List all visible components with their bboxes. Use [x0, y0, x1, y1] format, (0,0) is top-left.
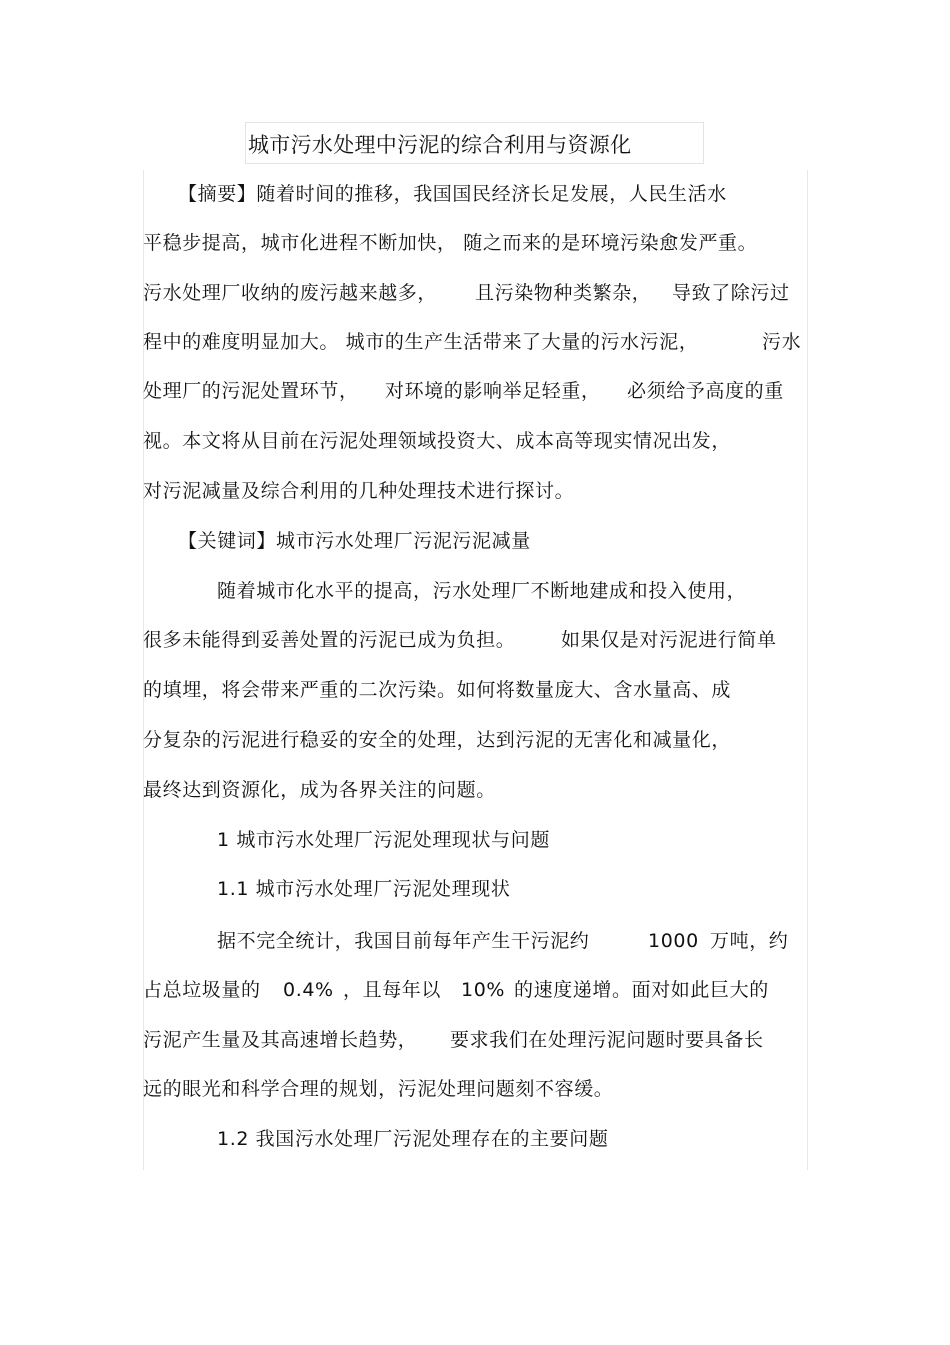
intro-line-4: 分复杂的污泥进行稳妥的安全的处理，达到污泥的无害化和减量化，: [143, 729, 732, 751]
stats-line-2e: 的速度递增。面对如此巨大的: [514, 979, 769, 1001]
intro-line-1: 随着城市化水平的提高，污水处理厂不断地建成和投入使用，: [217, 580, 747, 602]
abstract-line-6: 视。本文将从目前在污泥处理领域投资大、成本高等现实情况出发，: [143, 430, 732, 452]
abstract-line-2: 平稳步提高，城市化进程不断加快， 随之而来的是环境污染愈发严重。: [143, 232, 758, 254]
stats-line-2a: 占总垃圾量的: [143, 979, 261, 1001]
stats-line-1b: 1000: [648, 930, 699, 952]
stats-line-3a: 污泥产生量及其高速增长趋势，: [143, 1029, 418, 1051]
section-heading-1-1: 1.1 城市污水处理厂污泥处理现状: [217, 878, 511, 900]
abstract-line-7: 对污泥减量及综合利用的几种处理技术进行探讨。: [143, 480, 575, 502]
abstract-line-3c: 导致了除污过: [672, 282, 790, 304]
abstract-line-5b: 对环境的影响举足轻重，: [385, 380, 601, 402]
abstract-line-3b: 且污染物种类繁杂，: [475, 282, 652, 304]
stats-line-2c: ，且每年以: [343, 979, 442, 1001]
stats-line-3b: 要求我们在处理污泥问题时要具备长: [450, 1029, 764, 1051]
document-title: 城市污水处理中污泥的综合利用与资源化: [248, 133, 632, 157]
stats-line-1c: 万吨，约: [710, 930, 789, 952]
stats-line-1a: 据不完全统计，我国目前每年产生干污泥约: [217, 930, 590, 952]
section-heading-1: 1 城市污水处理厂污泥处理现状与问题: [217, 829, 550, 851]
section-heading-1-2: 1.2 我国污水处理厂污泥处理存在的主要问题: [217, 1128, 609, 1150]
abstract-line-4a: 程中的难度明显加大。 城市的生产生活带来了大量的污水污泥，: [143, 331, 699, 353]
stats-line-4: 远的眼光和科学合理的规划，污泥处理问题刻不容缓。: [143, 1078, 614, 1100]
abstract-line-1: 【摘要】随着时间的推移，我国国民经济长足发展，人民生活水: [178, 183, 727, 205]
intro-line-3: 的填埋，将会带来严重的二次污染。如何将数量庞大、含水量高、成: [143, 679, 732, 701]
keywords-line: 【关键词】城市污水处理厂污泥污泥减量: [178, 530, 531, 552]
abstract-line-5a: 处理厂的污泥处置环节，: [143, 380, 359, 402]
stats-line-2d: 10%: [461, 979, 506, 1001]
stats-line-2b: 0.4%: [283, 979, 334, 1001]
abstract-line-3a: 污水处理厂收纳的废污越来越多，: [143, 282, 438, 304]
intro-line-2b: 如果仅是对污泥进行简单: [561, 629, 777, 651]
intro-line-2a: 很多未能得到妥善处置的污泥已成为负担。: [143, 629, 516, 651]
abstract-line-5c: 必须给予高度的重: [627, 380, 784, 402]
intro-line-5: 最终达到资源化，成为各界关注的问题。: [143, 779, 496, 801]
abstract-line-4b: 污水: [762, 331, 802, 353]
body-text-frame: [143, 170, 808, 1170]
